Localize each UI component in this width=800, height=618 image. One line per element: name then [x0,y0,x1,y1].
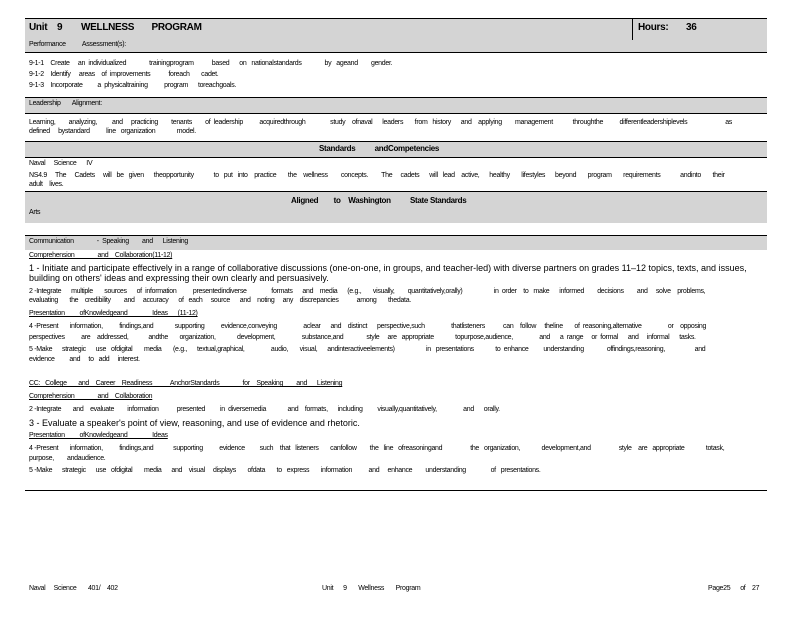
leadership-label: Leadership Alignment: [29,100,102,107]
comm-item-5a: 5 -Make strategic use ofdigital media (e.g., textual,graphical, audio, visual, andinteractiveelements) in presentations to enhance understanding offindings,reasoning, and [29,346,706,353]
comm-item-5b: evidence and to add interest. [29,356,140,363]
comm-standard-1: 1 - Initiate and participate effectively in a range of collaborative discussions (one-on-one, in groups, and teacher-led) with diverse partners on grades 11–12 topics, texts, and issues, [29,263,747,273]
standards-title: Standards andCompetencies [319,144,440,153]
ns-standard-line-2: adult lives. [29,181,64,188]
course-name: Naval Science IV [29,160,93,167]
comm-item-2a: 2 -Integrate multiple sources of information presentedindiverse formats and media (e.g., visually, quantitatively,orally) in order to make informed decisions and solve problems, [29,288,706,295]
performance-item-2: 9-1-2 Identify areas of improvements foreach cadet. [29,71,219,78]
hours-value: 36 [686,22,697,33]
ccr-heading: CC: College and Career Readiness AnchorStandards for Speaking and Listening [29,380,343,387]
unit-label: Unit [29,22,48,33]
comm-item-4a: 4 -Present information, findings,and supporting evidence,conveying aclear and distinct perspective,such thatlisteners can follow theline of reasoning,alternative or opposing [29,323,707,330]
hours-label: Hours: [638,22,669,33]
footer-course: Naval Science 401/ 402 [29,585,118,592]
ccr-presentation-heading: Presentation ofKnowledgeand Ideas [29,432,168,439]
arts-label: Arts [29,209,41,216]
performance-item-1: 9-1-1 Create an individualized trainingprogram based on nationalstandards by ageand gender. [29,60,393,67]
aligned-title: Aligned to Washington State Standards [291,196,467,205]
communication-label: Communication - Speaking and Listening [29,238,188,245]
ccr-item-5: 5 -Make strategic use ofdigital media and visual displays ofdata to express information and enhance understanding of presentations. [29,467,541,474]
footer-page: Page25 of 27 [708,585,760,592]
comm-standard-1-cont: building on others' ideas and expressing their own clearly and persuasively. [29,273,329,283]
ccr-comprehension-heading: Comprehension and Collaboration [29,393,153,400]
performance-item-3: 9-1-3 Incorporate a physicaltraining program toreachgoals. [29,82,237,89]
leadership-bar [25,97,767,114]
ccr-item-2: 2 -Integrate and evaluate information presented in diversemedia and formats, including visually,quantitatively, and orally. [29,406,500,413]
ns-standard-line-1: NS4.9 The Cadets will be given theopportunity to put into practice the wellness concepts. The cadets will lead active, healthy lifestyles beyond program requirements andinto their [29,172,725,179]
unit-title: WELLNESS PROGRAM [81,22,202,33]
performance-bar [25,40,767,53]
comm-comprehension-heading: Comprehension and Collaboration(11-12) [29,252,173,259]
header-divider [632,18,633,40]
ccr-standard-3: 3 - Evaluate a speaker's point of view, reasoning, and use of evidence and rhetoric. [29,418,360,428]
footer-unit: Unit 9 Wellness Program [322,585,421,592]
section-end-rule [25,490,767,491]
leadership-text-1: Learning, analyzing, and practicing tenants of leadership acquiredthrough study ofnaval leaders from history and applying management throughthe differentleadershiplevels as [29,119,732,126]
ccr-item-4b: purpose, andaudience. [29,455,106,462]
comm-item-2b: evaluating the credibility and accuracy of each source and noting any discrepancies among thedata. [29,297,411,304]
leadership-text-2: defined bystandard line organization model. [29,128,196,135]
comm-presentation-heading: Presentation ofKnowledgeand Ideas (11-12) [29,310,198,317]
performance-label: Performance Assessment(s): [29,41,126,48]
ccr-item-4a: 4 -Present information, findings,and supporting evidence such that listeners canfollow the line ofreasoningand the organization, development,and style are appropriate totask, [29,445,725,452]
comm-item-4b: perspectives are addressed, andthe organization, development, substance,and style are appropriate topurpose,audience, and a range or formal and informal tasks. [29,334,696,341]
unit-number: 9 [57,22,63,33]
